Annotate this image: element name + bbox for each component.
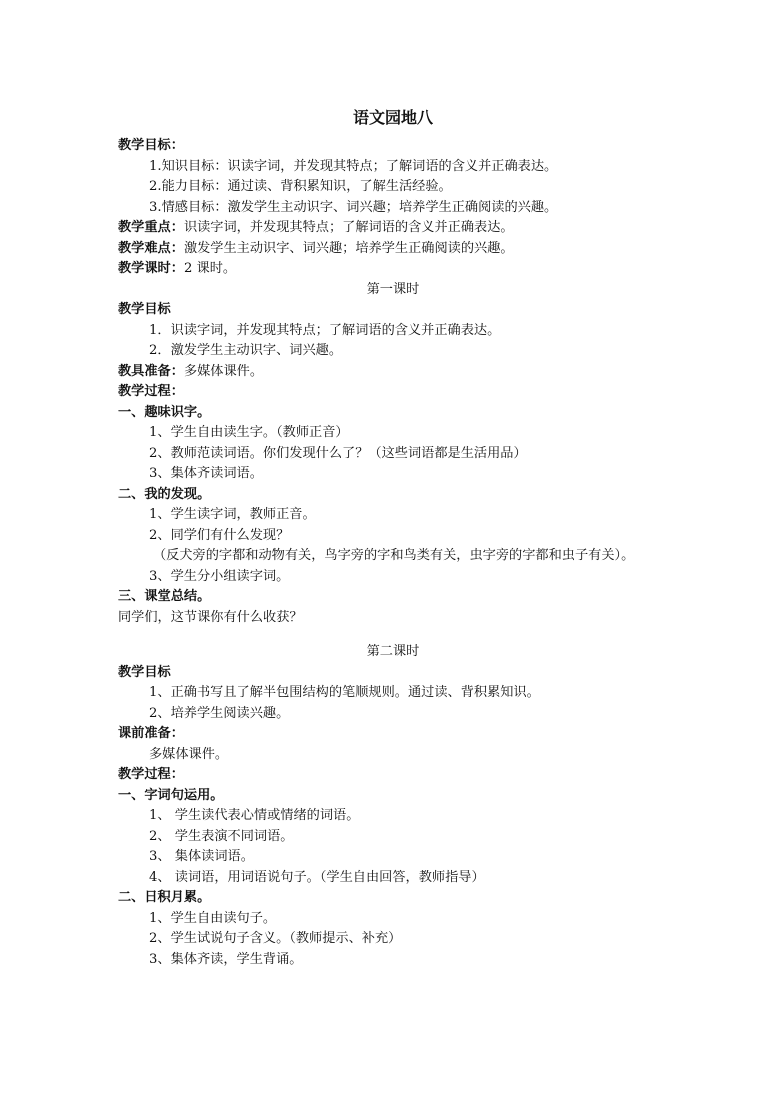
lesson1-section1-heading: 一、趣味识字。 <box>118 404 211 420</box>
lesson1-section3-heading: 三、课堂总结。 <box>118 589 211 604</box>
lesson1-prep-text: 多媒体课件。 <box>183 363 264 379</box>
lesson2-section1-heading: 一、字词句运用。 <box>118 787 224 803</box>
lesson2-section2-item-1: 1、学生自由读句子。 <box>149 910 277 926</box>
lesson2-section1-item-4: 4、 读词语，用词语说句子。（学生自由回答，教师指导） <box>149 869 485 885</box>
lesson1-section2-item-1: 1、学生读字词，教师正音。 <box>149 507 316 522</box>
lesson2-title: 第二课时 <box>366 644 420 659</box>
lesson1-goals-heading: 教学目标 <box>118 302 171 317</box>
lesson2-goals-heading: 教学目标 <box>118 664 171 680</box>
lesson2-goal-2: 2、培养学生阅读兴趣。 <box>149 705 290 721</box>
lesson1-section3-text: 同学们，这节课你有什么收获？ <box>118 609 303 625</box>
lesson1-section1-item-3: 3、集体齐读词语。 <box>149 466 263 481</box>
spacer <box>118 628 668 642</box>
lesson2-section2-heading: 二、日积月累。 <box>118 890 211 905</box>
lesson2-process-heading: 教学过程： <box>118 767 184 782</box>
key-points-text: 识读字词，并发现其特点；了解词语的含义并正确表达。 <box>183 220 514 235</box>
hours-label: 教学课时： <box>118 261 184 276</box>
lesson1-process-heading: 教学过程： <box>118 384 184 399</box>
lesson1-section1-item-2: 2、教师范读词语。你们发现什么了？（这些词语都是生活用品） <box>149 445 527 461</box>
goal-item-2: 2.能力目标：通过读、背积累知识，了解生活经验。 <box>149 179 452 194</box>
goals-heading: 教学目标： <box>118 138 184 153</box>
key-points-label: 教学重点： <box>118 220 184 235</box>
lesson1-goal-2: 2．激发学生主动识字、词兴趣。 <box>149 343 343 358</box>
lesson1-goal-1: 1．识读字词，并发现其特点；了解词语的含义并正确表达。 <box>149 322 501 338</box>
lesson1-section2-item-3: 3、学生分小组读字词。 <box>149 568 290 584</box>
lesson1-prep-label: 教具准备： <box>118 363 184 379</box>
lesson1-section2-note: （反犬旁的字都和动物有关，鸟字旁的字和鸟类有关，虫字旁的字都和虫子有关）。 <box>153 548 635 563</box>
difficulties-label: 教学难点： <box>118 240 184 256</box>
goal-item-1: 1.知识目标：识读字词，并发现其特点；了解词语的含义并正确表达。 <box>149 158 558 174</box>
lesson-plan-document <box>118 104 668 970</box>
lesson1-section2-heading: 二、我的发现。 <box>118 486 211 502</box>
lesson1-prep <box>118 362 668 383</box>
document-title: 语文园地八 <box>352 108 433 127</box>
lesson2-prep-heading: 课前准备： <box>118 726 184 741</box>
key-points <box>118 218 668 239</box>
lesson2-prep-text: 多媒体课件。 <box>149 746 229 762</box>
lesson2-section1-item-1: 1、 学生读代表心情或情绪的词语。 <box>149 808 360 823</box>
lesson1-section2-item-2: 2、同学们有什么发现？ <box>149 527 290 543</box>
lesson2-section2-item-3: 3、集体齐读，学生背诵。 <box>149 951 303 967</box>
hours-text: 2 课时。 <box>183 261 237 276</box>
teaching-hours <box>118 259 668 280</box>
goal-item-3: 3.情感目标：激发学生主动识字、词兴趣；培养学生正确阅读的兴趣。 <box>149 199 558 215</box>
lesson1-section1-item-1: 1、学生自由读生字。（教师正音） <box>149 425 349 440</box>
lesson2-goal-1: 1、正确书写且了解半包围结构的笔顺规则。通过读、背积累知识。 <box>149 685 540 700</box>
difficulties-text: 激发学生主动识字、词兴趣；培养学生正确阅读的兴趣。 <box>183 240 514 256</box>
lesson2-section1-item-3: 3、 集体读词语。 <box>149 849 254 864</box>
lesson1-title: 第一课时 <box>366 281 420 297</box>
difficulties <box>118 239 668 260</box>
lesson2-section2-item-2: 2、学生试说句子含义。（教师提示、补充） <box>149 931 402 946</box>
lesson2-section1-item-2: 2、 学生表演不同词语。 <box>149 828 294 844</box>
